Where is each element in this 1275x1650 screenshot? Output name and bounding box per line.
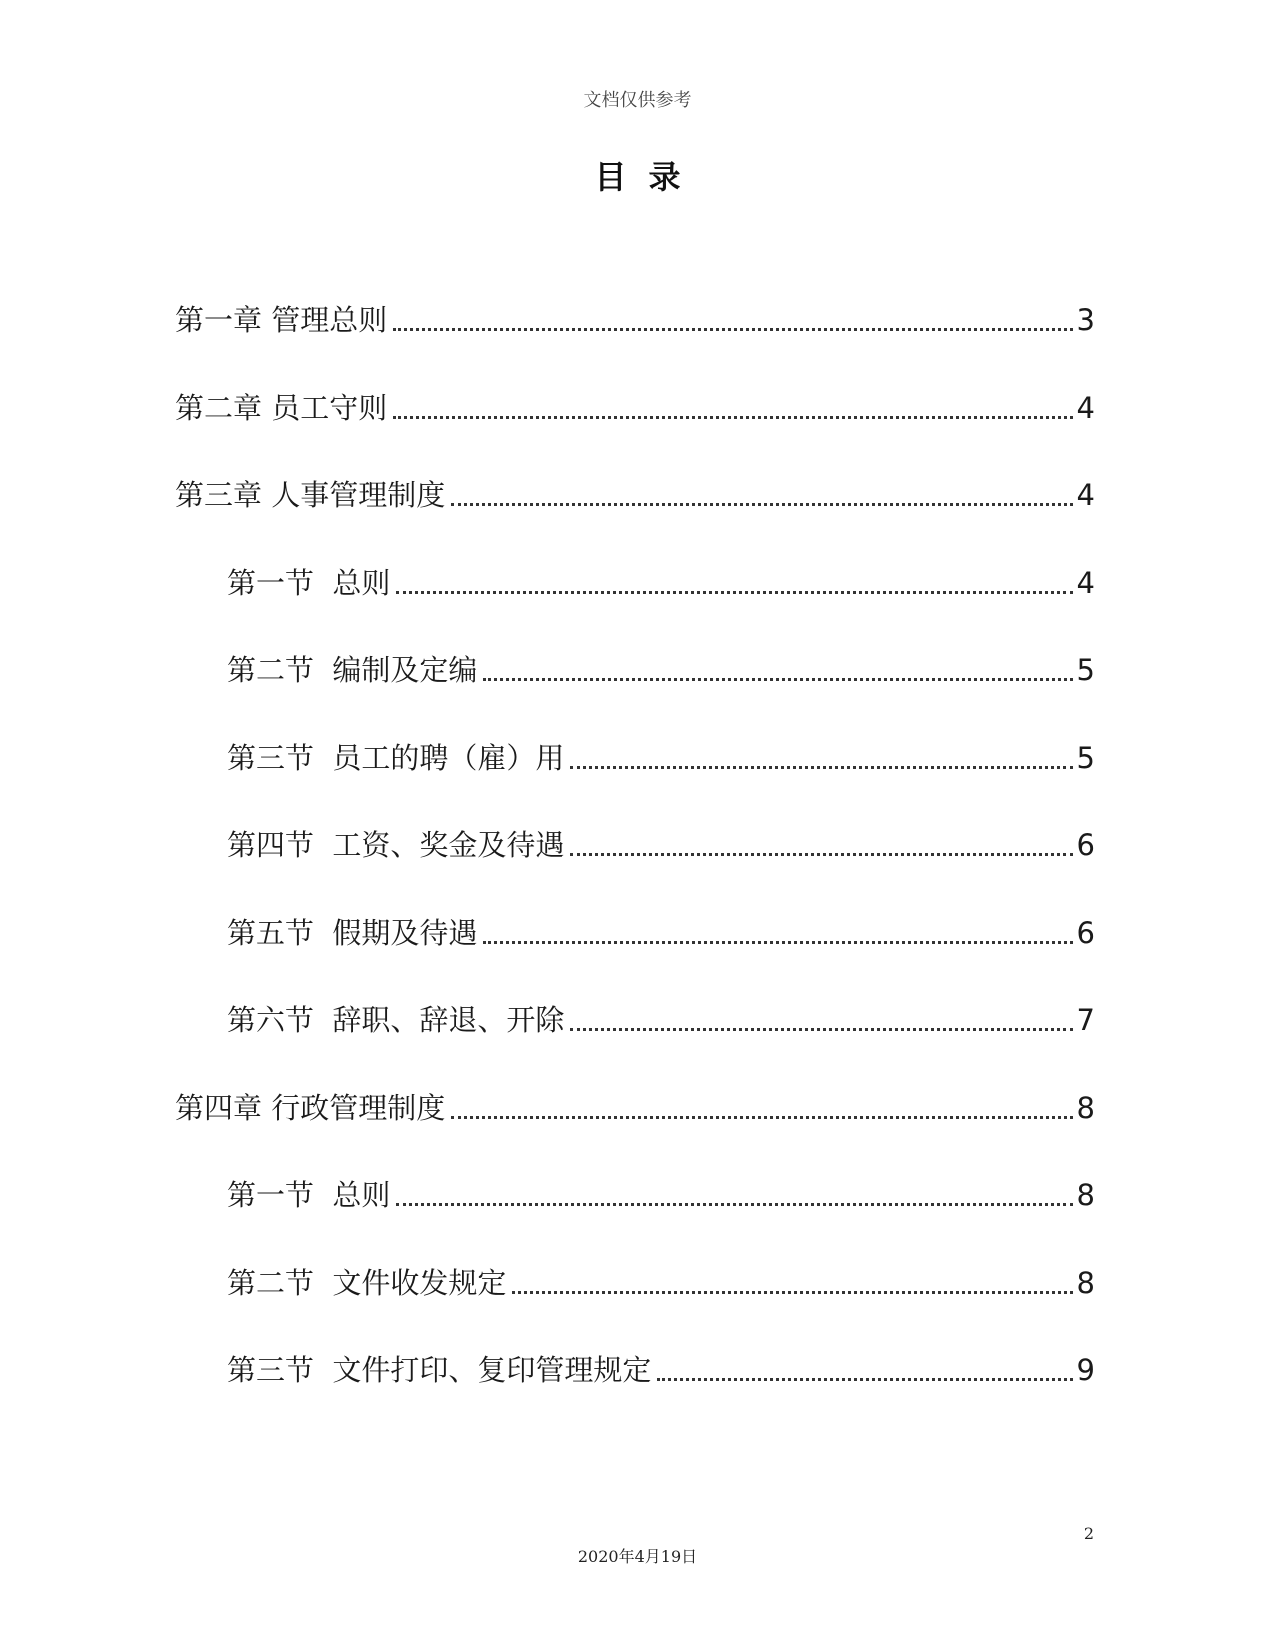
- toc-entry-page: 8: [1076, 1090, 1095, 1125]
- toc-entry[interactable]: [175, 475, 1095, 563]
- toc-leader-dots: [393, 300, 1072, 331]
- toc-entry[interactable]: [175, 563, 1095, 651]
- toc-entry[interactable]: [175, 825, 1095, 913]
- toc-entry-page: 8: [1076, 1265, 1095, 1300]
- toc-entry-label: 第二节 文件收发规定: [227, 1263, 510, 1303]
- toc-leader-dots: [570, 1000, 1072, 1031]
- toc-leader-dots: [451, 1088, 1072, 1119]
- toc-entry[interactable]: [175, 1000, 1095, 1088]
- toc-entry[interactable]: [175, 300, 1095, 388]
- toc-entry-page: 4: [1076, 478, 1095, 512]
- toc-entry-label: 第二节 编制及定编: [227, 650, 481, 690]
- toc-entry-page: 5: [1076, 740, 1095, 775]
- toc-entry[interactable]: [175, 1088, 1095, 1176]
- toc-entry[interactable]: [175, 1175, 1095, 1263]
- toc-entry-page: 9: [1076, 1353, 1095, 1387]
- toc-entry-page: 4: [1076, 565, 1095, 600]
- toc-entry[interactable]: [175, 913, 1095, 1001]
- toc-entry-label: 第四章 行政管理制度: [175, 1088, 449, 1128]
- toc-entry-label: 第三章 人事管理制度: [175, 475, 449, 515]
- toc-entry-label: 第一章 管理总则: [175, 300, 391, 340]
- toc-title-text: 目录: [594, 158, 703, 196]
- toc-entry-page: 4: [1076, 390, 1095, 425]
- page-footer-date: 2020年4月19日: [577, 1547, 698, 1566]
- toc-entry-page: 6: [1076, 828, 1095, 862]
- toc-entry[interactable]: [175, 1350, 1095, 1438]
- toc-leader-dots: [393, 388, 1072, 419]
- toc-title: [0, 152, 1275, 198]
- toc-entry-label: 第一节 总则: [227, 1175, 394, 1215]
- toc-entry-label: 第二章 员工守则: [175, 388, 391, 428]
- toc-entry-label: 第三节 文件打印、复印管理规定: [227, 1350, 655, 1390]
- toc-entry-label: 第三节 员工的聘（雇）用: [227, 738, 568, 778]
- toc-leader-dots: [570, 825, 1072, 856]
- toc-leader-dots: [657, 1350, 1072, 1381]
- table-of-contents: [175, 300, 1095, 1438]
- toc-entry-label: 第五节 假期及待遇: [227, 913, 481, 953]
- page-header: 文档仅供参考: [583, 90, 692, 111]
- toc-entry-page: 5: [1076, 653, 1095, 687]
- toc-entry-label: 第六节 辞职、辞退、开除: [227, 1000, 568, 1040]
- page-number: 2: [1083, 1524, 1094, 1543]
- toc-leader-dots: [512, 1263, 1072, 1294]
- toc-leader-dots: [570, 738, 1072, 769]
- toc-entry-label: 第四节 工资、奖金及待遇: [227, 825, 568, 865]
- toc-entry[interactable]: [175, 650, 1095, 738]
- toc-entry-page: 7: [1076, 1003, 1095, 1037]
- toc-entry[interactable]: [175, 388, 1095, 476]
- toc-entry[interactable]: [175, 1263, 1095, 1351]
- toc-entry-page: 6: [1076, 915, 1095, 950]
- toc-leader-dots: [396, 563, 1072, 594]
- toc-entry-page: 3: [1076, 303, 1095, 337]
- toc-leader-dots: [451, 475, 1072, 506]
- toc-entry[interactable]: [175, 738, 1095, 826]
- toc-entry-page: 8: [1076, 1178, 1095, 1212]
- toc-leader-dots: [396, 1175, 1072, 1206]
- toc-leader-dots: [483, 650, 1072, 681]
- toc-leader-dots: [483, 913, 1072, 944]
- toc-entry-label: 第一节 总则: [227, 563, 394, 603]
